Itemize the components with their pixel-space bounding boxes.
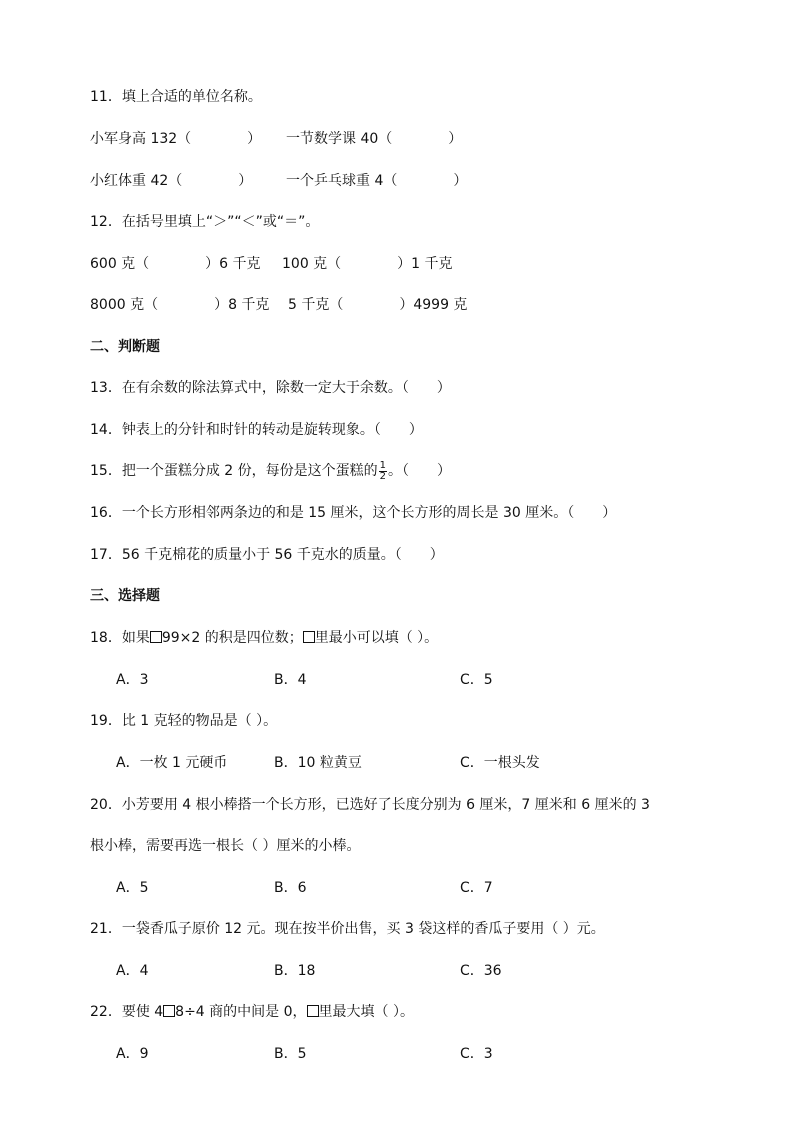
question-12-item-3: 8000 克（ ）8 千克 — [90, 297, 270, 313]
fraction-denominator: 2 — [379, 470, 386, 482]
question-22-option-c: C．3 — [460, 1046, 493, 1062]
question-15-tail: 。（ ） — [388, 463, 451, 479]
question-20-option-b: B．6 — [274, 880, 307, 896]
question-22-text-3: 里最大填（ ）。 — [318, 1004, 414, 1020]
question-12-item-1: 600 克（ ）6 千克 — [90, 256, 261, 272]
question-20-line-1: 20．小芳要用 4 根小棒搭一个长方形，已选好了长度分别为 6 厘米，7 厘米和 6 厘米的 3 — [90, 797, 650, 813]
question-19-option-c: C．一根头发 — [460, 755, 540, 771]
question-15-text: 15．把一个蛋糕分成 2 份，每份是这个蛋糕的 — [90, 463, 378, 479]
question-22-option-b: B．5 — [274, 1046, 307, 1062]
blank-box-icon — [163, 1005, 175, 1017]
question-11-title: 11．填上合适的单位名称。 — [90, 89, 262, 105]
question-12-title: 12．在括号里填上“＞”“＜”或“＝”。 — [90, 214, 320, 230]
question-18-option-c: C．5 — [460, 672, 493, 688]
question-19: 19．比 1 克轻的物品是（ ）。 — [90, 713, 278, 729]
question-11-item-lesson: 一节数学课 40（ ） — [286, 131, 463, 147]
question-21: 21．一袋香瓜子原价 12 元。现在按半价出售，买 3 袋这样的香瓜子要用（ ）元。 — [90, 921, 605, 937]
question-19-option-b: B．10 粒黄豆 — [274, 755, 362, 771]
question-17: 17．56 千克棉花的质量小于 56 千克水的质量。（ ） — [90, 547, 444, 563]
question-21-option-a: A．4 — [116, 963, 149, 979]
question-18-text-2: 99×2 的积是四位数； — [161, 630, 303, 646]
question-19-option-a: A．一枚 1 元硬币 — [116, 755, 228, 771]
question-21-option-b: B．18 — [274, 963, 316, 979]
question-20-option-a: A．5 — [116, 880, 149, 896]
question-18-option-a: A．3 — [116, 672, 149, 688]
blank-box-icon — [303, 631, 315, 643]
fraction-numerator: 1 — [379, 459, 386, 471]
question-20-line-2: 根小棒，需要再选一根长（ ）厘米的小棒。 — [90, 838, 361, 854]
question-13: 13．在有余数的除法算式中，除数一定大于余数。（ ） — [90, 380, 451, 396]
blank-box-icon — [307, 1005, 319, 1017]
question-14: 14．钟表上的分针和时针的转动是旋转现象。（ ） — [90, 422, 423, 438]
question-22-option-a: A．9 — [116, 1046, 149, 1062]
question-18-text-3: 里最小可以填（ ）。 — [314, 630, 439, 646]
section-3-heading: 三、选择题 — [90, 588, 160, 604]
question-18 — [90, 629, 438, 647]
blank-box-icon — [150, 631, 162, 643]
question-22 — [90, 1003, 414, 1021]
question-18-text: 18．如果 — [90, 630, 150, 646]
question-11-item-height: 小军身高 132（ ） — [90, 131, 262, 147]
question-22-text-2: 8÷4 商的中间是 0， — [175, 1004, 307, 1020]
question-12-item-2: 100 克（ ）1 千克 — [282, 256, 453, 272]
question-21-option-c: C．36 — [460, 963, 502, 979]
question-12-item-4: 5 千克（ ）4999 克 — [288, 297, 468, 313]
question-20-option-c: C．7 — [460, 880, 493, 896]
fraction-one-half — [379, 461, 387, 482]
section-2-heading: 二、判断题 — [90, 339, 160, 355]
question-11-item-pingpong: 一个乒乓球重 4（ ） — [286, 173, 468, 189]
question-11-item-weight: 小红体重 42（ ） — [90, 173, 253, 189]
question-16: 16．一个长方形相邻两条边的和是 15 厘米，这个长方形的周长是 30 厘米。（ ） — [90, 505, 617, 521]
question-22-text: 22．要使 4 — [90, 1004, 164, 1020]
question-15 — [90, 459, 451, 483]
question-18-option-b: B．4 — [274, 672, 307, 688]
